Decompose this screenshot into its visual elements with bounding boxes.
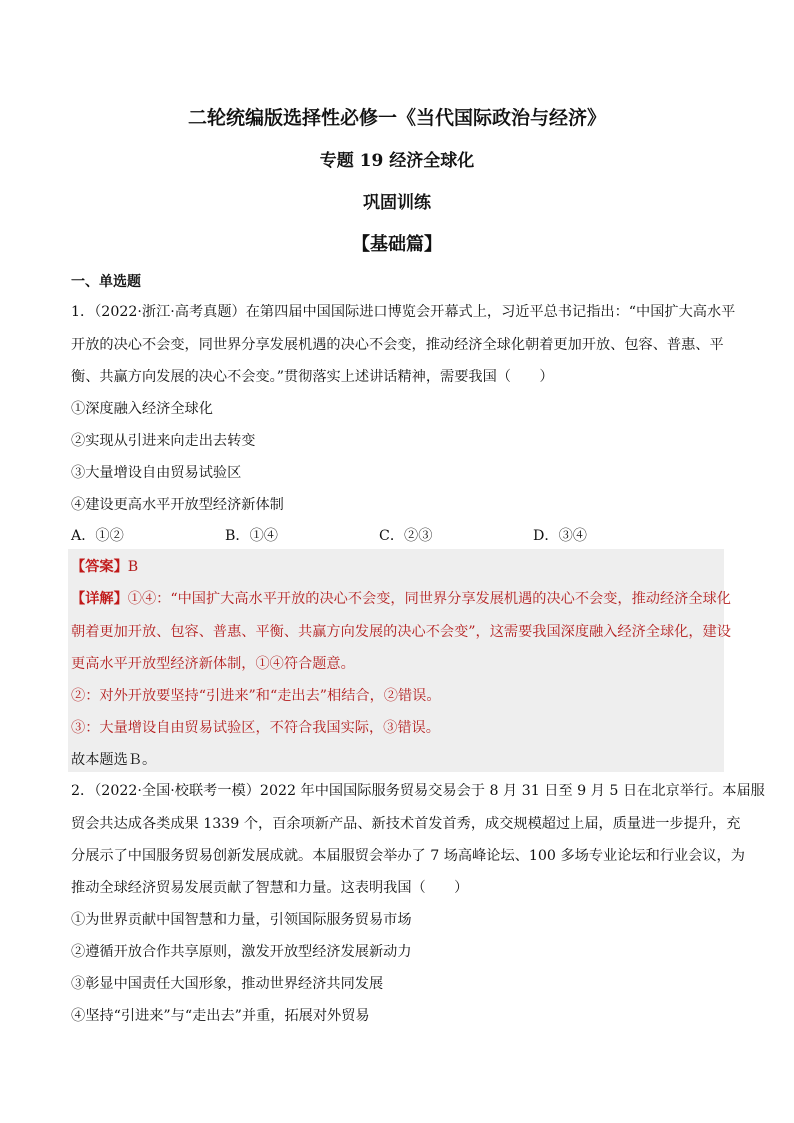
q1-stem-line: 衡、共赢方向发展的决心不会变。”贯彻落实上述讲话精神，需要我国（ ）: [71, 369, 554, 385]
q1-option-a: A．①②: [71, 528, 124, 544]
detail-text: ①④：“中国扩大高水平开放的决心不会变，同世界分享发展机遇的决心不会变，推动经济全球化: [127, 591, 731, 607]
q2-stem-line: 2．（2022·全国·校联考一模）2022 年中国国际服务贸易交易会于 8 月 31 日至 9 月 5 日在北京举行。本届服: [71, 783, 765, 799]
q1-option-b: B．①④: [225, 528, 278, 544]
q1-stem-line: 开放的决心不会变，同世界分享发展机遇的决心不会变，推动经济全球化朝着更加开放、包容、普惠、平: [71, 337, 724, 353]
answer-line: [71, 556, 721, 576]
conclusion-line: 故本题选Ｂ。: [71, 752, 157, 768]
q1-option-d: D．③④: [533, 528, 587, 544]
q2-stem-line: 推动全球经济贸易发展贡献了智慧和力量。这表明我国（ ）: [71, 880, 469, 896]
detail-line: 朝着更加开放、包容、普惠、平衡、共赢方向发展的决心不会变”，这需要我国深度融入经济全球化，建设: [71, 624, 731, 640]
detail-line: ③：大量增设自由贸易试验区，不符合我国实际，③错误。: [71, 720, 440, 736]
doc-title: 二轮统编版选择性必修一《当代国际政治与经济》: [187, 107, 606, 129]
detail-line: 更高水平开放型经济新体制，①④符合题意。: [71, 656, 355, 672]
q2-statement: ③彰显中国责任大国形象，推动世界经济共同发展: [71, 976, 384, 992]
q1-stem-line: 1．（2022·浙江·高考真题）在第四届中国国际进口博览会开幕式上，习近平总书记指出：“中国扩大高水平: [71, 304, 736, 320]
q1-statement: ①深度融入经济全球化: [71, 401, 213, 417]
q2-stem-line: 贸会共达成各类成果 1339 个，百余项新产品、新技术首发首秀，成交规模超过上届，质量进一步提升，充: [71, 816, 741, 832]
answer-label: 【答案】: [71, 559, 128, 575]
q2-statement: ④坚持“引进来”与“走出去”并重，拓展对外贸易: [71, 1008, 370, 1024]
detail-label: 【详解】: [71, 591, 128, 607]
q1-option-c: C．②③: [379, 528, 433, 544]
subtitle: 巩固训练: [363, 193, 431, 213]
detail-line: [71, 588, 731, 608]
q1-statement: ②实现从引进来向走出去转变: [71, 433, 256, 449]
answer-value: B: [127, 559, 139, 575]
q1-statement: ③大量增设自由贸易试验区: [71, 465, 242, 481]
q2-statement: ①为世界贡献中国智慧和力量，引领国际服务贸易市场: [71, 912, 412, 928]
q1-statement: ④建设更高水平开放型经济新体制: [71, 497, 284, 513]
detail-line: ②：对外开放要坚持“引进来”和“走出去”相结合，②错误。: [71, 688, 441, 704]
level-title: 【基础篇】: [352, 234, 442, 255]
q2-stem-line: 分展示了中国服务贸易创新发展成就。本届服贸会举办了 7 场高峰论坛、100 多场专业论坛和行业会议，为: [71, 848, 745, 864]
section-heading: 一、单选题: [71, 274, 141, 290]
topic-title: 专题 19 经济全球化: [319, 151, 475, 171]
q2-statement: ②遵循开放合作共享原则，激发开放型经济发展新动力: [71, 944, 412, 960]
